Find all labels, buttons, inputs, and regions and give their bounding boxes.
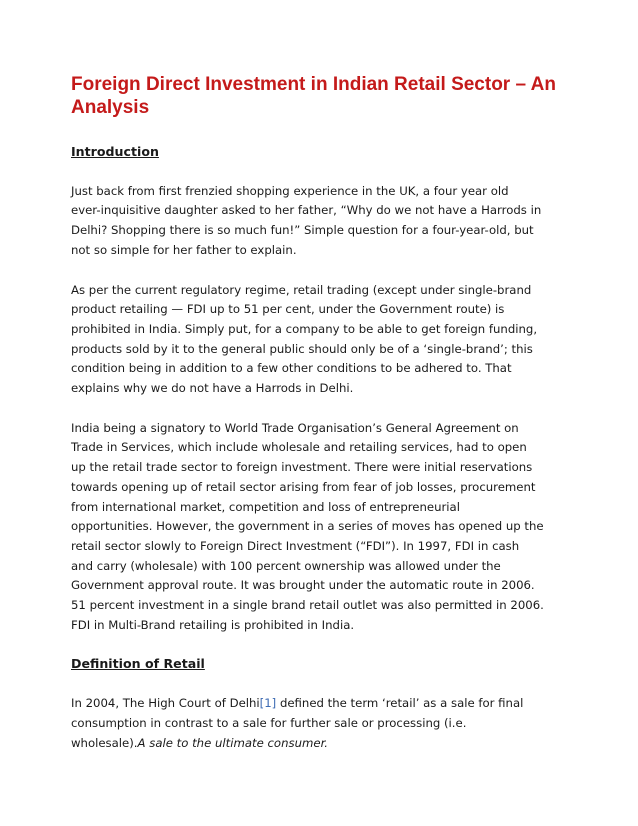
paragraph-line: Trade in Services, which include wholesale and retailing services, had to open [71, 440, 527, 455]
definition-italic-text: A sale to the ultimate consumer. [137, 735, 329, 750]
definition-text: wholesale). [71, 735, 138, 750]
introduction-heading: Introduction [71, 144, 159, 159]
intro-paragraph-1 [71, 182, 571, 261]
paragraph-line: from international market, competition and loss of entrepreneurial [71, 499, 460, 514]
paragraph-line: and carry (wholesale) with 100 percent ownership was allowed under the [71, 558, 501, 573]
paragraph-line: products sold by it to the general public should only be of a ‘single-brand’; this [71, 341, 533, 356]
definition-paragraph [71, 694, 571, 753]
paragraph-line: India being a signatory to World Trade Organisation’s General Agreement on [71, 420, 519, 435]
paragraph-line: product retailing — FDI up to 51 per cent, under the Government route) is [71, 302, 505, 317]
paragraph-line: consumption in contrast to a sale for further sale or processing (i.e. [71, 715, 467, 730]
paragraph-line: not so simple for her father to explain. [71, 242, 297, 257]
paragraph-line [71, 694, 571, 714]
intro-paragraph-3 [71, 419, 571, 636]
paragraph-line: prohibited in India. Simply put, for a company to be able to get foreign funding, [71, 321, 538, 336]
definition-heading: Definition of Retail [71, 656, 205, 672]
paragraph-line [71, 734, 571, 754]
paragraph-line: ever-inquisitive daughter asked to her father, “Why do we not have a Harrods in [71, 203, 542, 218]
paragraph-line: up the retail trade sector to foreign investment. There were initial reservations [71, 460, 533, 475]
paragraph-line: Delhi? Shopping there is so much fun!” Simple question for a four-year-old, but [71, 223, 534, 238]
paragraph-line: towards opening up of retail sector arising from fear of job losses, procurement [71, 479, 536, 494]
paragraph-line: explains why we do not have a Harrods in Delhi. [71, 381, 354, 396]
page-title [71, 73, 566, 119]
title-line-2: Analysis [71, 97, 150, 118]
title-line-1: Foreign Direct Investment in Indian Retail Sector – An [71, 74, 556, 95]
paragraph-line: Government approval route. It was brought under the automatic route in 2006. [71, 578, 535, 593]
footnote-link[interactable]: [1] [259, 696, 277, 711]
document-page [71, 73, 571, 753]
paragraph-line: 51 percent investment in a single brand retail outlet was also permitted in 2006. [71, 598, 544, 613]
paragraph-line: opportunities. However, the government in a series of moves has opened up the [71, 519, 544, 534]
intro-paragraph-2 [71, 281, 571, 399]
paragraph-line: FDI in Multi-Brand retailing is prohibited in India. [71, 617, 355, 632]
paragraph-line: condition being in addition to a few other conditions to be adhered to. That [71, 361, 512, 376]
definition-text: In 2004, The High Court of Delhi [71, 696, 260, 711]
paragraph-line: Just back from first frenzied shopping experience in the UK, a four year old [71, 183, 509, 198]
definition-text: defined the term ‘retail’ as a sale for final [276, 696, 524, 711]
paragraph-line: retail sector slowly to Foreign Direct Investment (“FDI”). In 1997, FDI in cash [71, 538, 520, 553]
paragraph-line: As per the current regulatory regime, retail trading (except under single-brand [71, 282, 532, 297]
